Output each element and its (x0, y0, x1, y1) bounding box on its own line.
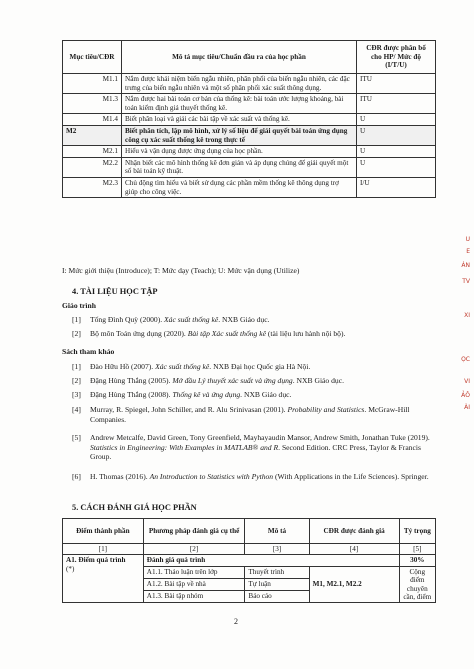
margin-stamp: E (466, 248, 470, 255)
textbook-heading: Giáo trình (62, 301, 96, 310)
index-cell: [5] (399, 544, 435, 555)
index-row (63, 544, 436, 555)
index-cell: [1] (63, 544, 144, 555)
table-row-highlight (63, 125, 436, 145)
table-header-row (63, 41, 436, 74)
row-description: Biết phân loại và giải các bài tập về xác suất và thống kê. (122, 114, 357, 126)
margin-stamp: TV (462, 278, 470, 285)
section-5-title: 5. CÁCH ĐÁNH GIÁ HỌC PHẦN (72, 503, 197, 512)
reference-heading: Sách tham khảo (62, 347, 115, 356)
margin-stamp: U (465, 236, 470, 243)
margin-stamp: ẢÔ (461, 392, 470, 399)
row-level: U (357, 146, 436, 158)
item-weight-note: Cộng điểm chuyên cần, điểm (399, 566, 435, 603)
ref-number: [5] (72, 433, 81, 442)
row-level: ITU (357, 74, 436, 94)
item-description: Tự luận (245, 579, 309, 591)
header-code: Mục tiêu/CĐR (63, 41, 122, 74)
row-level: U (357, 114, 436, 126)
header-weight: Tỷ trọng (399, 519, 435, 544)
ref-number: [4] (72, 405, 81, 414)
table-row (63, 114, 436, 126)
row-description: Chủ động tìm hiểu và biết sử dụng các phần mềm thống kê thông dụng trợ giúp cho công việc. (122, 177, 357, 197)
ref-number: [2] (72, 329, 81, 338)
table-row (63, 94, 436, 114)
ref-title: An Introduction to Statistics with Python (149, 472, 274, 481)
group-note: (*) (66, 564, 75, 573)
section-4-title: 4. TÀI LIỆU HỌC TẬP (72, 287, 158, 296)
ref-title: Probability and Statistics (287, 405, 365, 414)
item-description: Thuyết trình (245, 566, 309, 578)
row-level: ITU (357, 94, 436, 114)
margin-stamp: ÁN (461, 262, 470, 269)
ref-publisher: . NXB Đại học Quốc gia Hà Nội. (209, 362, 311, 371)
margin-stamp: XI (464, 312, 470, 319)
ref-title: Thống kê và ứng dụng (172, 390, 241, 399)
index-cell: [2] (143, 544, 245, 555)
margin-stamp: ỌC (461, 356, 470, 363)
table-row (63, 74, 436, 94)
row-code: M2.3 (63, 177, 122, 197)
row-level: U (357, 157, 436, 177)
reference-item (72, 433, 442, 463)
margin-stamp: ÀI (464, 404, 470, 411)
ref-publisher: . McGraw-Hill Companies. (90, 405, 410, 424)
item-method: A1.1. Thảo luận trên lớp (143, 566, 245, 578)
row-description: Nắm được khái niệm biến ngẫu nhiên, phân phối của biến ngẫu nhiên, các đặc trưng của biến ngẫu nhiên và một số phân phối xác suất thông dụng. (122, 74, 357, 94)
header-level: CĐR được phân bổ cho HP/ Mức độ (I/T/U) (357, 41, 436, 74)
ref-author: Đặng Hùng Thắng (2008). (90, 390, 173, 399)
ref-number: [3] (72, 390, 81, 399)
ref-title: Mở đầu Lý thuyết xác suất và ứng dụng (172, 376, 293, 385)
index-cell: [4] (309, 544, 399, 555)
ref-author: Andrew Metcalfe, David Green, Tony Greenfield, Mayhayaudin Mansor, Andrew Smith, Jonathan Tuke (2019). (90, 433, 430, 442)
ref-number: [2] (72, 376, 81, 385)
row-level: U (357, 125, 436, 145)
margin-stamp: VI (464, 378, 470, 385)
table-row (63, 177, 436, 197)
ref-publisher: (With Applications in the Life Sciences). Springer. (273, 472, 429, 481)
row-code: M2.2 (63, 157, 122, 177)
reference-item (72, 390, 442, 400)
item-method: A1.3. Bài tập nhóm (143, 591, 245, 603)
header-clo: CĐR được đánh giá (309, 519, 399, 544)
group-weight: 30% (399, 555, 435, 566)
row-description: Nắm được hai bài toán cơ bản của thống kê: bài toán ước lượng khoảng, bài toán kiểm định giả thuyết thống kê. (122, 94, 357, 114)
ref-publisher: . Second Edition. CRC Press, Taylor & Francis Group. (90, 442, 421, 462)
index-cell: [3] (245, 544, 309, 555)
ref-publisher: . NXB Giáo dục. (292, 376, 344, 385)
row-code: M2.1 (63, 146, 122, 158)
group-method: Đánh giá quá trình (143, 555, 399, 566)
textbook-item (72, 329, 442, 339)
header-method: Phương pháp đánh giá cụ thể (143, 519, 245, 544)
row-code: M2 (63, 125, 122, 145)
ref-number: [6] (72, 472, 81, 481)
ref-title: Xác suất thống kê (155, 362, 210, 371)
table-row (63, 157, 436, 177)
row-level: I/U (357, 177, 436, 197)
group-label: A1. Điểm quá trình (66, 556, 126, 565)
item-clo: M1, M2.1, M2.2 (309, 566, 399, 603)
objectives-table (62, 40, 436, 198)
reference-item (72, 405, 442, 425)
group-label-cell (63, 555, 144, 603)
ref-author: Murray, R. Spiegel, John Schiller, and R. Alu Srinivasan (2001). (90, 405, 288, 414)
ref-author: Đặng Hùng Thắng (2005). (90, 376, 173, 385)
ref-title: Xác suất thống kê (164, 315, 219, 324)
row-description: Biết phân tích, lập mô hình, xử lý số liệu để giải quyết bài toán ứng dụng công cụ xác suất thống kê trong thực tế (122, 125, 357, 145)
header-description: Mô tả mục tiêu/Chuẩn đầu ra của học phần (122, 41, 357, 74)
ref-title: Statistics in Engineering: With Examples in MATLAB® and R (90, 442, 279, 452)
ref-author: H. Thomas (2016). (90, 472, 150, 481)
row-code: M1.4 (63, 114, 122, 126)
assessment-table (62, 518, 436, 603)
level-legend: I: Mức giới thiệu (Introduce); T: Mức dạy (Teach); U: Mức vận dụng (Utilize) (62, 266, 300, 275)
ref-publisher: (tài liệu lưu hành nội bộ). (265, 329, 346, 338)
ref-title: Bài tập Xác suất thống kê (187, 329, 266, 338)
row-description: Nhận biết các mô hình thống kê đơn giản và áp dụng chúng để giải quyết một số bài toán kỹ thuật. (122, 157, 357, 177)
header-component: Điểm thành phần (63, 519, 144, 544)
row-code: M1.1 (63, 74, 122, 94)
ref-author: Đào Hữu Hồ (2007). (90, 362, 156, 371)
ref-number: [1] (72, 362, 81, 371)
group-row (63, 555, 436, 566)
ref-publisher: . NXB Giáo dục. (218, 315, 270, 324)
item-description: Báo cáo (245, 591, 309, 603)
header-description: Mô tả (245, 519, 309, 544)
reference-item (72, 472, 442, 492)
row-code: M1.3 (63, 94, 122, 114)
ref-publisher: . NXB Giáo dục. (240, 390, 292, 399)
table-header-row (63, 519, 436, 544)
reference-item (72, 362, 442, 372)
ref-author: Bộ môn Toán ứng dụng (2020). (90, 329, 188, 338)
ref-author: Tống Đình Quỳ (2000). (90, 315, 165, 324)
ref-number: [1] (72, 315, 81, 324)
page-number: 2 (234, 617, 238, 626)
reference-item (72, 376, 442, 386)
textbook-item (72, 315, 442, 325)
item-method: A1.2. Bài tập về nhà (143, 579, 245, 591)
row-description: Hiểu và vận dụng được ứng dụng của học phần. (122, 146, 357, 158)
table-row (63, 146, 436, 158)
